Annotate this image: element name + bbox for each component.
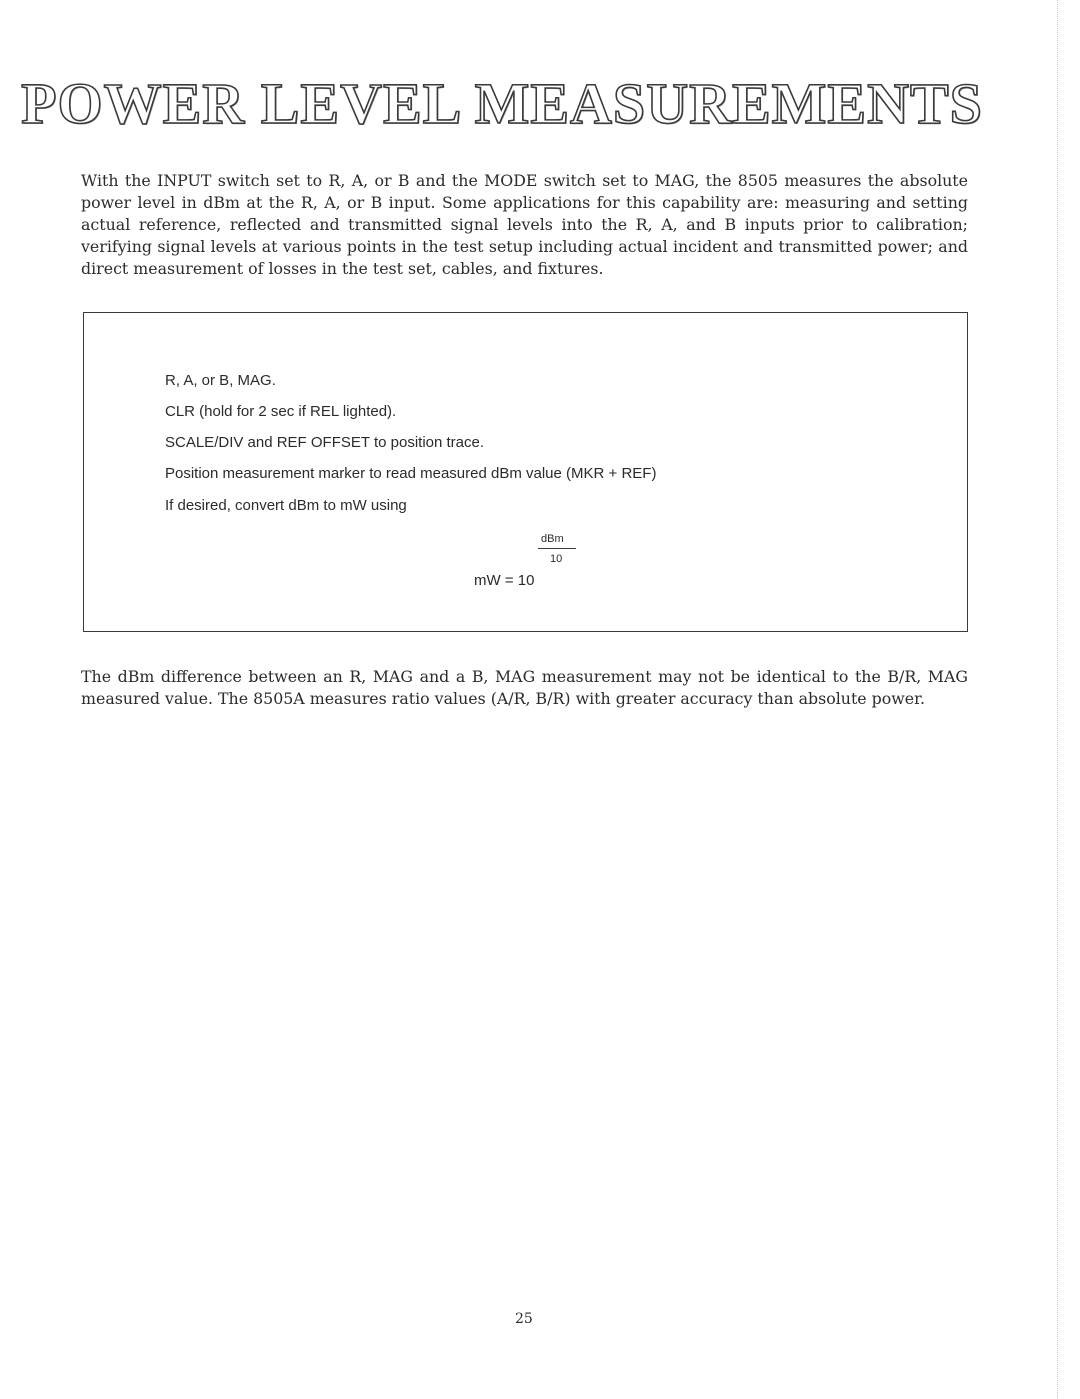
formula-base: mW = 10 [474, 572, 535, 589]
procedure-step: SCALE/DIV and REF OFFSET to position trace. [165, 434, 485, 451]
conversion-formula [474, 533, 614, 593]
procedure-step: CLR (hold for 2 sec if REL lighted). [165, 403, 397, 420]
formula-fraction-bar [538, 548, 576, 549]
scan-edge-line [1057, 0, 1058, 1399]
procedure-step: If desired, convert dBm to mW using [165, 497, 407, 514]
intro-paragraph: With the INPUT switch set to R, A, or B and the MODE switch set to MAG, the 8505 measures the absolute power level in dBm at the R, A, or B input. Some applications for this capability are: measuring and setting actual reference, reflected and transmitted signal levels into the R, A, and B inputs prior to calibration; verifying signal levels at various points in the test setup including actual incident and transmitted power; and direct measurement of losses in the test set, cables, and fixtures. [81, 171, 968, 278]
note-paragraph: The dBm difference between an R, MAG and a B, MAG measurement may not be identical to the B/R, MAG measured value. The 8505A measures ratio values (A/R, B/R) with greater accuracy than absolute power. [81, 667, 968, 708]
formula-exponent-denominator: 10 [550, 553, 563, 565]
procedure-step: R, A, or B, MAG. [165, 372, 276, 389]
formula-exponent-numerator: dBm [541, 533, 564, 545]
procedure-box [83, 312, 968, 632]
page-number: 25 [515, 1311, 533, 1327]
page-title: POWER LEVEL MEASUREMENTS [21, 71, 983, 136]
procedure-step: Position measurement marker to read measured dBm value (MKR + REF) [165, 465, 657, 482]
